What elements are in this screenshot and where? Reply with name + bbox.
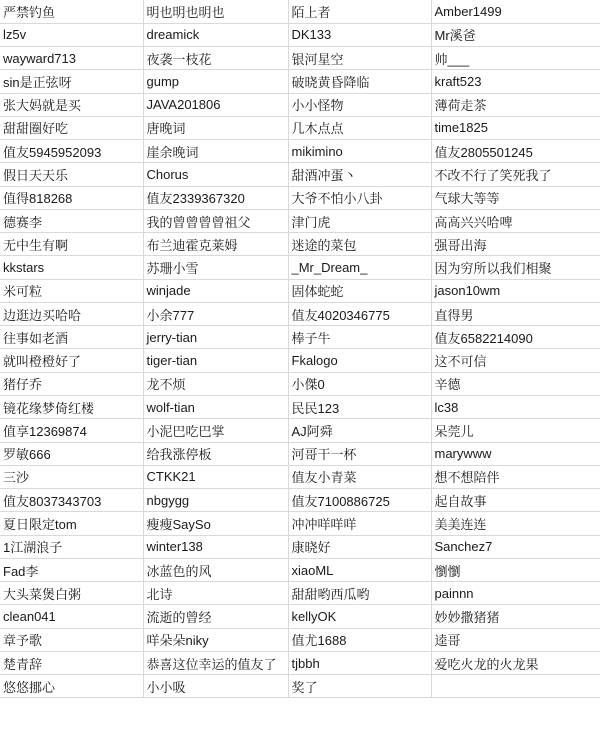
table-row — [0, 140, 600, 163]
table-row — [0, 535, 600, 558]
table-cell[interactable]: 想不想陪伴 — [431, 465, 600, 488]
table-cell[interactable]: 河哥干一杯 — [288, 442, 431, 465]
table-row — [0, 675, 600, 698]
table-cell[interactable]: 罗敏666 — [0, 442, 143, 465]
table-row — [0, 349, 600, 372]
table-cell[interactable]: mikimino — [288, 140, 431, 163]
table-cell[interactable]: JAVA201806 — [143, 93, 288, 116]
table-row — [0, 209, 600, 232]
table-cell[interactable]: 大爷不怕小八卦 — [288, 186, 431, 209]
table-cell[interactable]: 薄荷走茶 — [431, 93, 600, 116]
table-cell[interactable]: 张大妈就是买 — [0, 93, 143, 116]
table-cell[interactable]: 民民123 — [288, 396, 431, 419]
table-row — [0, 512, 600, 535]
table-cell[interactable]: 直得男 — [431, 302, 600, 325]
table-cell[interactable]: 夏日限定tom — [0, 512, 143, 535]
table-cell[interactable]: 棒子牛 — [288, 326, 431, 349]
table-cell[interactable]: 值得818268 — [0, 186, 143, 209]
table-cell[interactable]: xiaoML — [288, 558, 431, 581]
table-cell[interactable]: 小余777 — [143, 302, 288, 325]
table-cell[interactable]: 妙妙撒猪猪 — [431, 605, 600, 628]
table-cell[interactable]: 美美连连 — [431, 512, 600, 535]
table-cell[interactable]: Fad李 — [0, 558, 143, 581]
table-cell[interactable]: 假日天天乐 — [0, 163, 143, 186]
table-row — [0, 442, 600, 465]
table-cell[interactable]: 帅___ — [431, 47, 600, 70]
table-cell[interactable]: 甜甜哟西瓜哟 — [288, 582, 431, 605]
table-row — [0, 326, 600, 349]
table-cell[interactable]: DK133 — [288, 23, 431, 46]
table-cell[interactable]: 我的曾曾曾曾祖父 — [143, 209, 288, 232]
table-cell[interactable]: 小小吸 — [143, 675, 288, 698]
table-cell[interactable]: Amber1499 — [431, 0, 600, 23]
table-cell[interactable]: 恭喜这位幸运的值友了 — [143, 651, 288, 674]
table-cell[interactable]: time1825 — [431, 116, 600, 139]
table-cell[interactable]: 苏珊小雪 — [143, 256, 288, 279]
table-cell[interactable]: winter138 — [143, 535, 288, 558]
table-cell[interactable]: Sanchez7 — [431, 535, 600, 558]
table-cell[interactable]: 就叫橙橙好了 — [0, 349, 143, 372]
table-row — [0, 651, 600, 674]
table-cell[interactable]: 津门虎 — [288, 209, 431, 232]
table-cell[interactable]: Mr溪爸 — [431, 23, 600, 46]
table-cell[interactable] — [431, 675, 600, 698]
table-cell[interactable]: 破晓黄昏降临 — [288, 70, 431, 93]
table-row — [0, 419, 600, 442]
table-cell[interactable]: lz5v — [0, 23, 143, 46]
table-cell[interactable]: 值享12369874 — [0, 419, 143, 442]
table-row — [0, 605, 600, 628]
table-cell[interactable]: kraft523 — [431, 70, 600, 93]
table-cell[interactable]: 咩朵朵niky — [143, 628, 288, 651]
table-cell[interactable]: winjade — [143, 279, 288, 302]
table-cell[interactable]: 给我涨停板 — [143, 442, 288, 465]
table-cell[interactable]: 楚青辞 — [0, 651, 143, 674]
table-cell[interactable]: 大头菜煲白粥 — [0, 582, 143, 605]
table-row — [0, 23, 600, 46]
table-cell[interactable]: 往事如老酒 — [0, 326, 143, 349]
table-cell[interactable]: 值友6582214090 — [431, 326, 600, 349]
table-cell[interactable]: 米可粒 — [0, 279, 143, 302]
table-cell[interactable]: 镜花缘梦倚红楼 — [0, 396, 143, 419]
table-cell[interactable]: 小泥巴吃巴掌 — [143, 419, 288, 442]
table-cell[interactable]: 呆莞儿 — [431, 419, 600, 442]
table-cell[interactable]: 小小怪物 — [288, 93, 431, 116]
table-cell[interactable]: AJ阿舜 — [288, 419, 431, 442]
table-cell[interactable]: 气球大等等 — [431, 186, 600, 209]
table-cell[interactable]: 高高兴兴哈啤 — [431, 209, 600, 232]
table-cell[interactable]: 猪仔乔 — [0, 372, 143, 395]
table-cell[interactable]: 不改不行了笑死我了 — [431, 163, 600, 186]
table-cell[interactable]: kellyOK — [288, 605, 431, 628]
table-cell[interactable]: 明也明也明也 — [143, 0, 288, 23]
table-row — [0, 163, 600, 186]
table-cell[interactable]: 银河星空 — [288, 47, 431, 70]
table-cell[interactable]: 唐晚词 — [143, 116, 288, 139]
table-cell[interactable]: 冲冲咩咩咩 — [288, 512, 431, 535]
table-cell[interactable]: 懰懰 — [431, 558, 600, 581]
table-cell[interactable]: nbgygg — [143, 489, 288, 512]
table-row — [0, 372, 600, 395]
table-cell[interactable]: 值友2339367320 — [143, 186, 288, 209]
table-cell[interactable]: marywww — [431, 442, 600, 465]
table-cell[interactable]: 崖余晚词 — [143, 140, 288, 163]
table-cell[interactable]: 值尤1688 — [288, 628, 431, 651]
table-cell[interactable]: 值友5945952093 — [0, 140, 143, 163]
table-row — [0, 465, 600, 488]
table-cell[interactable]: wolf-tian — [143, 396, 288, 419]
table-cell[interactable]: 爱吃火龙的火龙果 — [431, 651, 600, 674]
table-cell[interactable]: 值友2805501245 — [431, 140, 600, 163]
table-cell[interactable]: 严禁钓鱼 — [0, 0, 143, 23]
table-cell[interactable]: 辛德 — [431, 372, 600, 395]
table-cell[interactable]: 流逝的曾经 — [143, 605, 288, 628]
table-row — [0, 302, 600, 325]
table-cell[interactable]: 值友7100886725 — [288, 489, 431, 512]
table-row — [0, 186, 600, 209]
table-cell[interactable]: jerry-tian — [143, 326, 288, 349]
table-cell[interactable]: 起自故事 — [431, 489, 600, 512]
table-cell[interactable]: 值友4020346775 — [288, 302, 431, 325]
table-cell[interactable]: 边逛边买哈哈 — [0, 302, 143, 325]
table-cell[interactable]: 1江湖浪子 — [0, 535, 143, 558]
table-cell[interactable]: painnn — [431, 582, 600, 605]
table-cell[interactable]: gump — [143, 70, 288, 93]
table-row — [0, 70, 600, 93]
table-row — [0, 489, 600, 512]
table-cell[interactable]: 北诗 — [143, 582, 288, 605]
table-row — [0, 116, 600, 139]
table-row — [0, 0, 600, 23]
table-cell[interactable]: 康晓好 — [288, 535, 431, 558]
table-row — [0, 279, 600, 302]
table-cell[interactable]: wayward713 — [0, 47, 143, 70]
table-cell[interactable]: 德赛李 — [0, 209, 143, 232]
table-cell[interactable]: 逵哥 — [431, 628, 600, 651]
table-cell[interactable]: CTKK21 — [143, 465, 288, 488]
table-cell[interactable]: 章予歌 — [0, 628, 143, 651]
table-row — [0, 47, 600, 70]
table-cell[interactable]: 龙不烦 — [143, 372, 288, 395]
table-cell[interactable]: _Mr_Dream_ — [288, 256, 431, 279]
table-cell[interactable]: 固体蛇蛇 — [288, 279, 431, 302]
table-cell[interactable]: 甜酒冲蛋丶 — [288, 163, 431, 186]
table-cell[interactable]: sin是正弦呀 — [0, 70, 143, 93]
table-cell[interactable]: jason10wm — [431, 279, 600, 302]
table-cell[interactable]: 夜袭一枝花 — [143, 47, 288, 70]
table-cell[interactable]: Chorus — [143, 163, 288, 186]
table-cell[interactable]: 值友小青菜 — [288, 465, 431, 488]
table-cell[interactable]: lc38 — [431, 396, 600, 419]
table-cell[interactable]: Fkalogo — [288, 349, 431, 372]
table-cell[interactable]: 瘦瘦SaySo — [143, 512, 288, 535]
table-cell[interactable]: 几木点点 — [288, 116, 431, 139]
table-cell[interactable]: kkstars — [0, 256, 143, 279]
table-row — [0, 582, 600, 605]
table-cell[interactable]: 强哥出海 — [431, 233, 600, 256]
table-row — [0, 396, 600, 419]
table-cell[interactable]: 因为穷所以我们相聚 — [431, 256, 600, 279]
table-cell[interactable]: 甜甜圈好吃 — [0, 116, 143, 139]
table-cell[interactable]: 值友8037343703 — [0, 489, 143, 512]
table-row — [0, 628, 600, 651]
table-cell[interactable]: 这不可信 — [431, 349, 600, 372]
table-cell[interactable]: 迷途的菜包 — [288, 233, 431, 256]
table-cell[interactable]: 悠悠挪心 — [0, 675, 143, 698]
table-cell[interactable]: dreamick — [143, 23, 288, 46]
table-row — [0, 256, 600, 279]
table-cell[interactable]: 冰蓝色的风 — [143, 558, 288, 581]
table-cell[interactable]: clean041 — [0, 605, 143, 628]
table-cell[interactable]: 布兰迪霍克莱姆 — [143, 233, 288, 256]
table-row — [0, 233, 600, 256]
table-cell[interactable]: 小傑0 — [288, 372, 431, 395]
table-cell[interactable]: 无中生有啊 — [0, 233, 143, 256]
table-cell[interactable]: 奖了 — [288, 675, 431, 698]
table-row — [0, 558, 600, 581]
table-cell[interactable]: 三沙 — [0, 465, 143, 488]
table-row — [0, 93, 600, 116]
table-cell[interactable]: tjbbh — [288, 651, 431, 674]
table-cell[interactable]: tiger-tian — [143, 349, 288, 372]
table-cell[interactable]: 陌上者 — [288, 0, 431, 23]
